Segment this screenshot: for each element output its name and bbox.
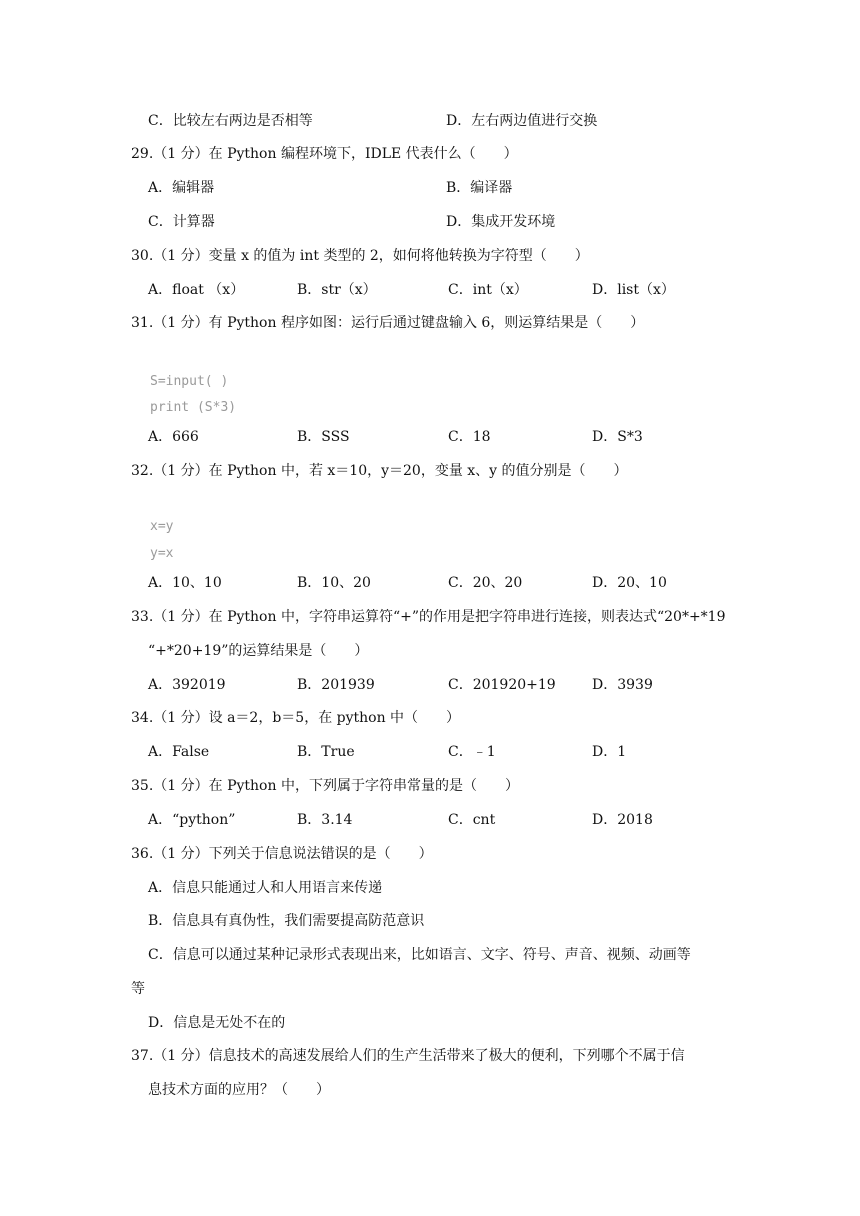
code-line: print (S*3) [150,400,237,415]
option-b: B．SSS [297,429,350,445]
option-b: B．编译器 [446,180,513,196]
option-d: D．左右两边值进行交换 [446,113,598,129]
option-d: D．20、10 [592,575,667,591]
option-a: A．float （x） [148,282,245,298]
option-c: C．20、20 [448,575,523,591]
option-c: C．计算器 [148,214,215,230]
option-c: C．201920+19 [448,677,556,693]
question-33-stem-cont: “+*20+19”的运算结果是（ ） [148,643,369,659]
question-31-stem: 31.（1 分）有 Python 程序如图：运行后通过键盘输入 6，则运算结果是（ ） [131,315,645,331]
option-c: C．信息可以通过某种记录形式表现出来，比如语言、文字、符号、声音、视频、动画等 [148,947,691,963]
question-32-stem: 32.（1 分）在 Python 中，若 x＝10，y＝20，变量 x、y 的值分别是（ ） [131,463,628,479]
option-b: B．10、20 [297,575,371,591]
code-line: y=x [150,546,174,561]
option-d: D．3939 [592,677,653,693]
option-a: A．10、10 [148,575,222,591]
option-b: B．信息具有真伪性，我们需要提高防范意识 [148,913,425,929]
option-b: B．3.14 [297,812,353,828]
option-c-cont: 等 [131,981,145,997]
question-37-stem-cont: 息技术方面的应用？（ ） [148,1082,330,1098]
option-a: A．编辑器 [148,180,215,196]
option-c: C．cnt [448,812,496,828]
option-c: C．﹣1 [448,744,496,760]
question-30-stem: 30.（1 分）变量 x 的值为 int 类型的 2，如何将他转换为字符型（ ） [131,248,589,264]
option-d: D．2018 [592,812,653,828]
option-c: C．比较左右两边是否相等 [148,113,313,129]
option-a: A．666 [148,429,199,445]
option-b: B．str（x） [297,282,377,298]
question-37-stem: 37.（1 分）信息技术的高速发展给人们的生产生活带来了极大的便利，下列哪个不属于信 [131,1048,685,1064]
question-36-stem: 36.（1 分）下列关于信息说法错误的是（ ） [131,846,433,862]
question-34-stem: 34.（1 分）设 a＝2，b＝5，在 python 中（ ） [131,710,461,726]
option-a: A．392019 [148,677,226,693]
question-35-stem: 35.（1 分）在 Python 中，下列属于字符串常量的是（ ） [131,778,519,794]
option-d: D．list（x） [592,282,675,298]
option-a: A．信息只能通过人和人用语言来传递 [148,880,383,896]
option-b: B．201939 [297,677,375,693]
code-line: x=y [150,519,174,534]
question-29-stem: 29.（1 分）在 Python 编程环境下，IDLE 代表什么（ ） [131,146,518,162]
option-c: C．18 [448,429,491,445]
code-line: S=input( ) [150,374,229,389]
question-33-stem: 33.（1 分）在 Python 中，字符串运算符“+”的作用是把字符串进行连接，则表达式“20*+*19 [131,609,726,625]
option-d: D．集成开发环境 [446,214,556,230]
option-a: A．“python” [148,812,236,828]
option-d: D．1 [592,744,627,760]
option-a: A．False [148,744,210,760]
option-d: D．S*3 [592,429,643,445]
option-d: D．信息是无处不在的 [148,1015,286,1031]
option-c: C．int（x） [448,282,528,298]
option-b: B．True [297,744,355,760]
